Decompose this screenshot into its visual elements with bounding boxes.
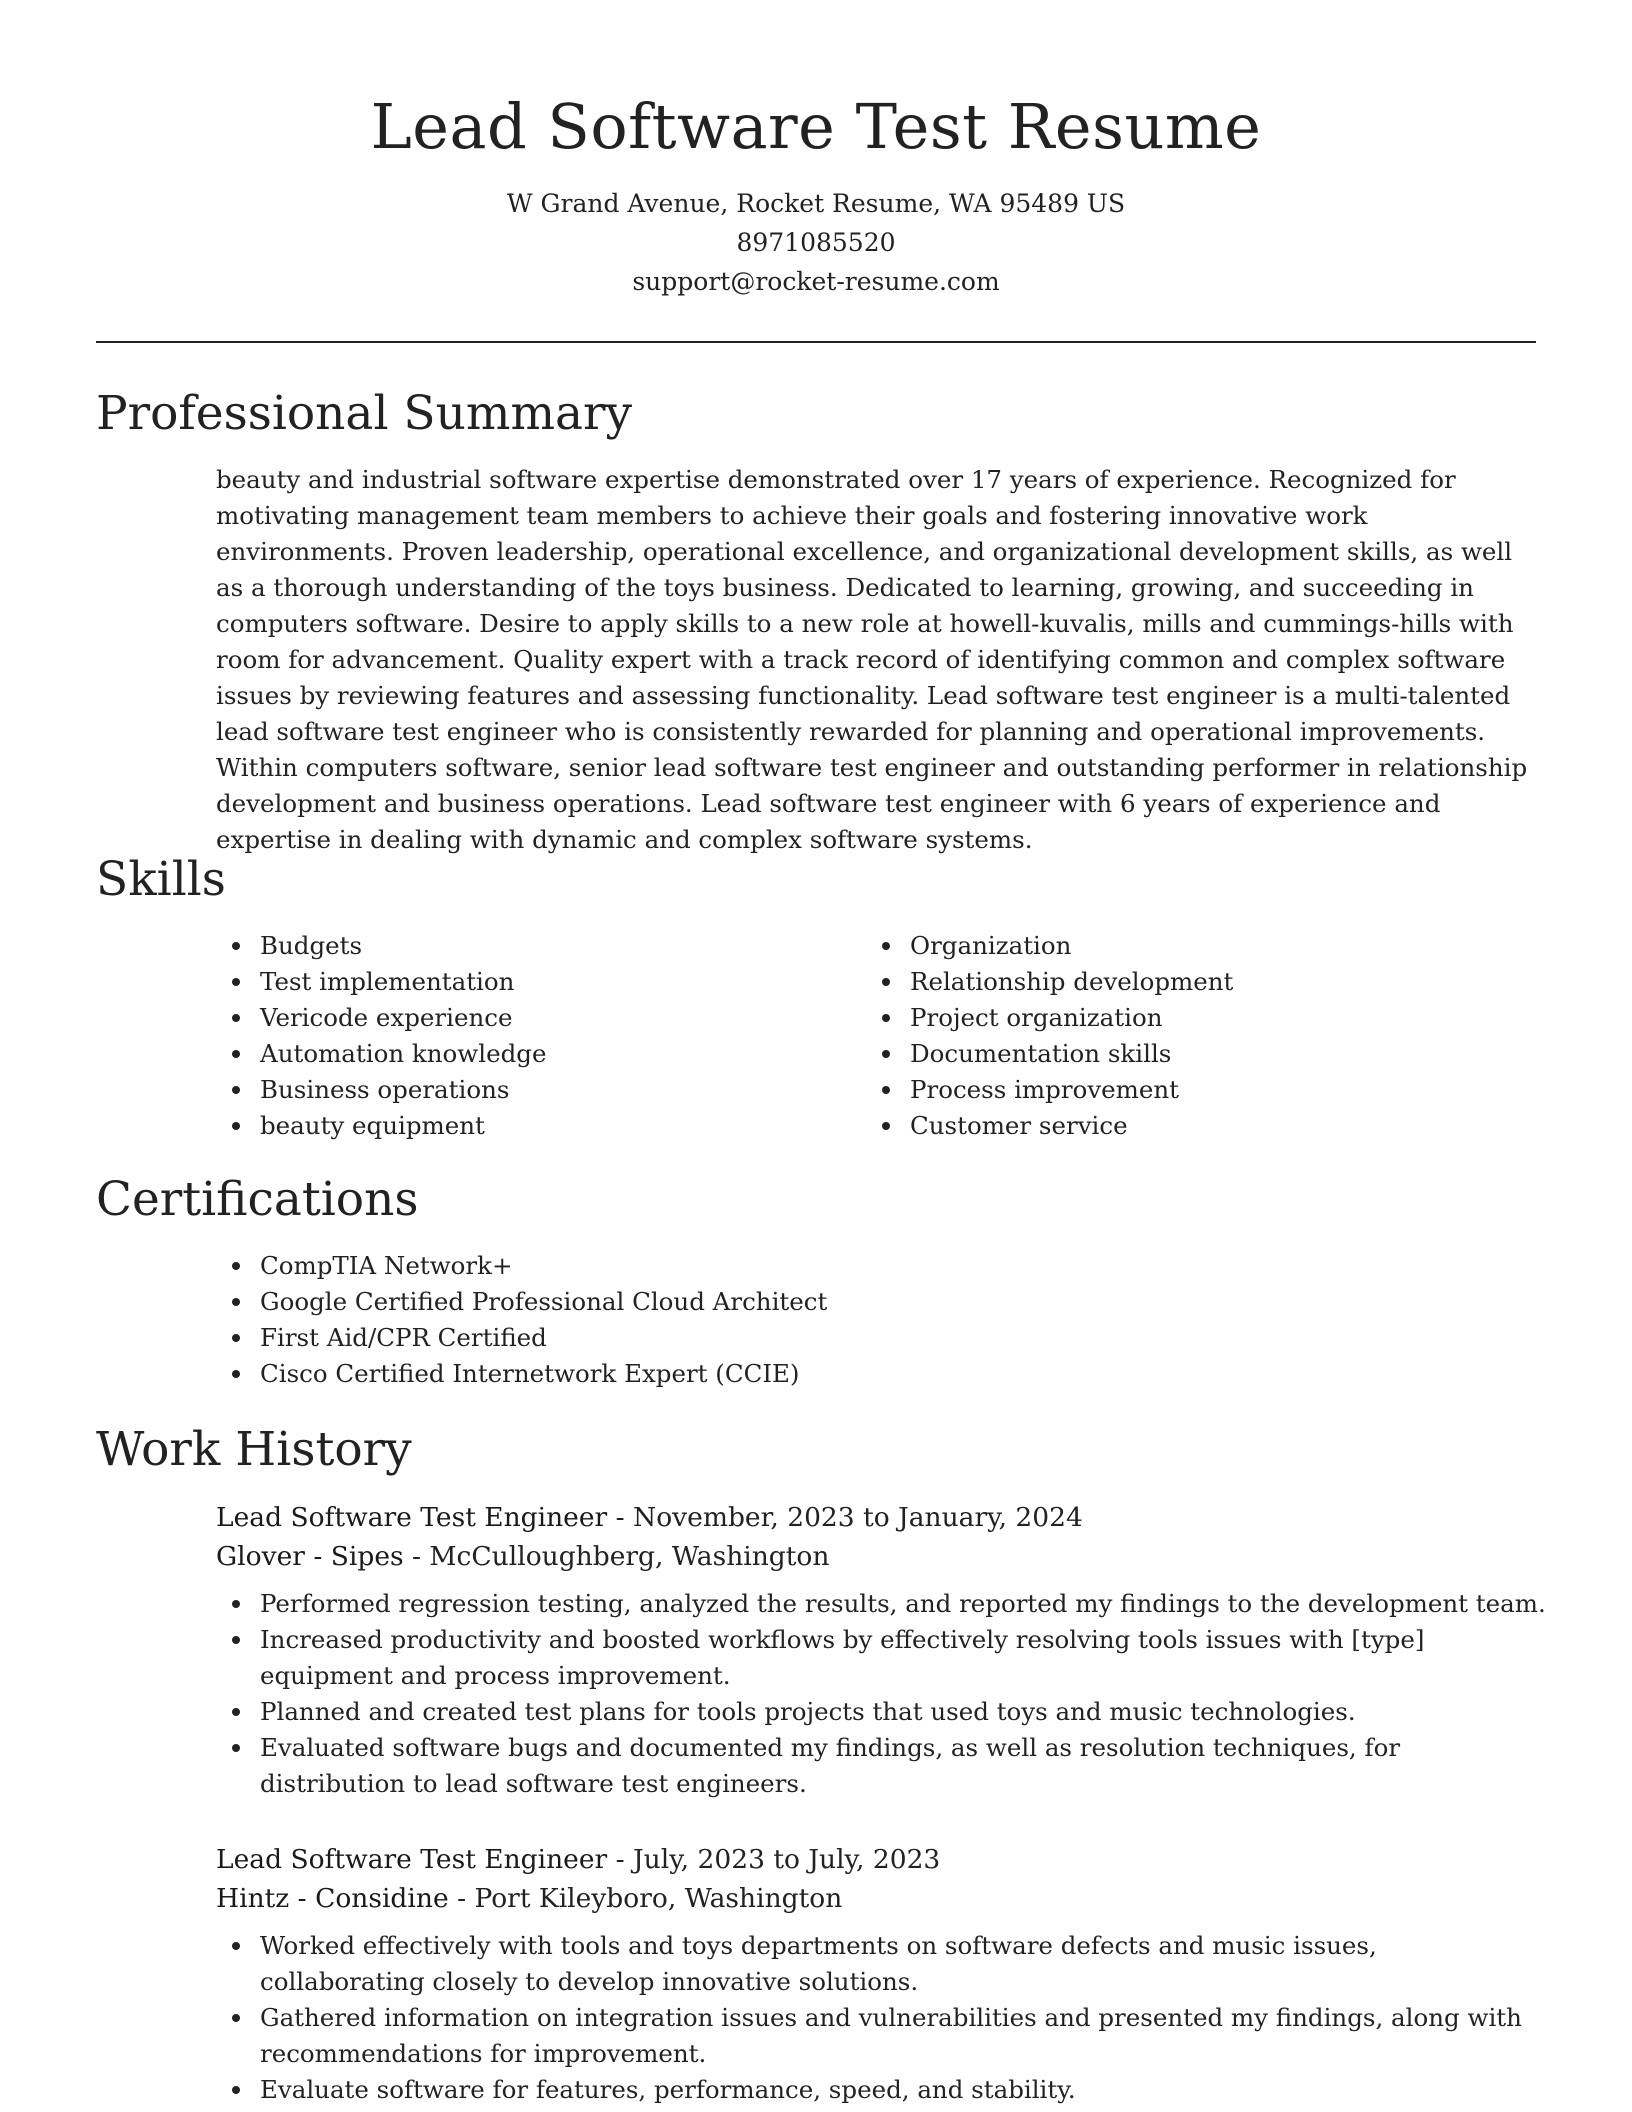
list-item: Worked effectively with tools and toys departments on software defects and music issues, collaborating closely to develop innovative solutions.	[216, 1928, 1546, 2000]
list-item: Cisco Certified Internetwork Expert (CCIE)	[216, 1356, 827, 1392]
list-item: Gathered information on integration issues and vulnerabilities and presented my findings, along with recommendations for improvement.	[216, 2000, 1546, 2072]
job-company: Glover - Sipes	[216, 1541, 404, 1572]
job-company-line: Hintz - Considine - Port Kileyboro, Washington	[216, 1883, 843, 1914]
job-title-line: Lead Software Test Engineer - November, 2023 to January, 2024	[216, 1502, 1083, 1533]
list-item: Documentation skills	[866, 1036, 1233, 1072]
job-entry	[216, 1498, 1546, 1802]
skills-list-right	[866, 928, 1233, 1144]
certifications-list	[216, 1248, 827, 1392]
list-item: Relationship development	[866, 964, 1233, 1000]
list-item: Organization	[866, 928, 1233, 964]
list-item: Vericode experience	[216, 1000, 546, 1036]
resume-title: Lead Software Test Resume	[370, 90, 1262, 163]
job-location: McCulloughberg, Washington	[429, 1541, 830, 1572]
header-divider	[96, 341, 1536, 343]
summary-text: beauty and industrial software expertise demonstrated over 17 years of experience. Recognized for motivating management team members to achieve their goals and fostering innovative work environments. Proven leadership, operational excellence, and organizational development skills, as well as a thorough understanding of the toys business. Dedicated to learning, growing, and succeeding in computers software. Desire to apply skills to a new role at howell-kuvalis, mills and cummings-hills with room for advancement. Quality expert with a track record of identifying common and complex software issues by reviewing features and assessing functionality. Lead software test engineer is a multi-talented lead software test engineer who is consistently rewarded for planning and operational improvements. Within computers software, senior lead software test engineer and outstanding performer in relationship development and business operations. Lead software test engineer with 6 years of experience and expertise in dealing with dynamic and complex software systems.	[216, 465, 1528, 854]
phone: 8971085520	[736, 228, 896, 257]
list-item: Planned and created test plans for tools projects that used toys and music technologies.	[216, 1694, 1546, 1730]
list-item: Google Certified Professional Cloud Architect	[216, 1284, 827, 1320]
list-item: First Aid/CPR Certified	[216, 1320, 827, 1356]
list-item: Test implementation	[216, 964, 546, 1000]
email: support@rocket-resume.com	[632, 267, 1000, 296]
list-item: Evaluated software bugs and documented my findings, as well as resolution techniques, for distribution to lead software test engineers.	[216, 1730, 1546, 1802]
job-role: Lead Software Test Engineer	[216, 1844, 608, 1875]
job-title-line: Lead Software Test Engineer - July, 2023 to July, 2023	[216, 1844, 941, 1875]
job-bullets	[216, 1586, 1546, 1802]
job-role: Lead Software Test Engineer	[216, 1502, 608, 1533]
job-bullets	[216, 1928, 1546, 2108]
list-item: CompTIA Network+	[216, 1248, 827, 1284]
job-location: Port Kileyboro, Washington	[474, 1883, 843, 1914]
list-item: Customer service	[866, 1108, 1233, 1144]
resume-header	[0, 0, 1632, 301]
job-dates: November, 2023 to January, 2024	[633, 1502, 1083, 1533]
skills-list-left	[216, 928, 546, 1144]
job-dates: July, 2023 to July, 2023	[633, 1844, 941, 1875]
address: W Grand Avenue, Rocket Resume, WA 95489 US	[506, 189, 1126, 218]
list-item: Increased productivity and boosted workflows by effectively resolving tools issues with [type] equipment and process improvement.	[216, 1622, 1546, 1694]
job-entry	[216, 1840, 1546, 2108]
job-company: Hintz - Considine	[216, 1883, 449, 1914]
list-item: Project organization	[866, 1000, 1233, 1036]
certifications-heading: Certifications	[96, 1172, 419, 1227]
job-company-line: Glover - Sipes - McCulloughberg, Washington	[216, 1541, 830, 1572]
list-item: Business operations	[216, 1072, 546, 1108]
work-history-heading: Work History	[96, 1422, 412, 1477]
summary-heading: Professional Summary	[96, 386, 633, 441]
list-item: Automation knowledge	[216, 1036, 546, 1072]
skills-heading: Skills	[96, 852, 226, 907]
list-item: beauty equipment	[216, 1108, 546, 1144]
contact-info	[0, 184, 1632, 301]
list-item: Performed regression testing, analyzed the results, and reported my findings to the development team.	[216, 1586, 1546, 1622]
list-item: Process improvement	[866, 1072, 1233, 1108]
list-item: Budgets	[216, 928, 546, 964]
list-item: Evaluate software for features, performance, speed, and stability.	[216, 2072, 1546, 2108]
